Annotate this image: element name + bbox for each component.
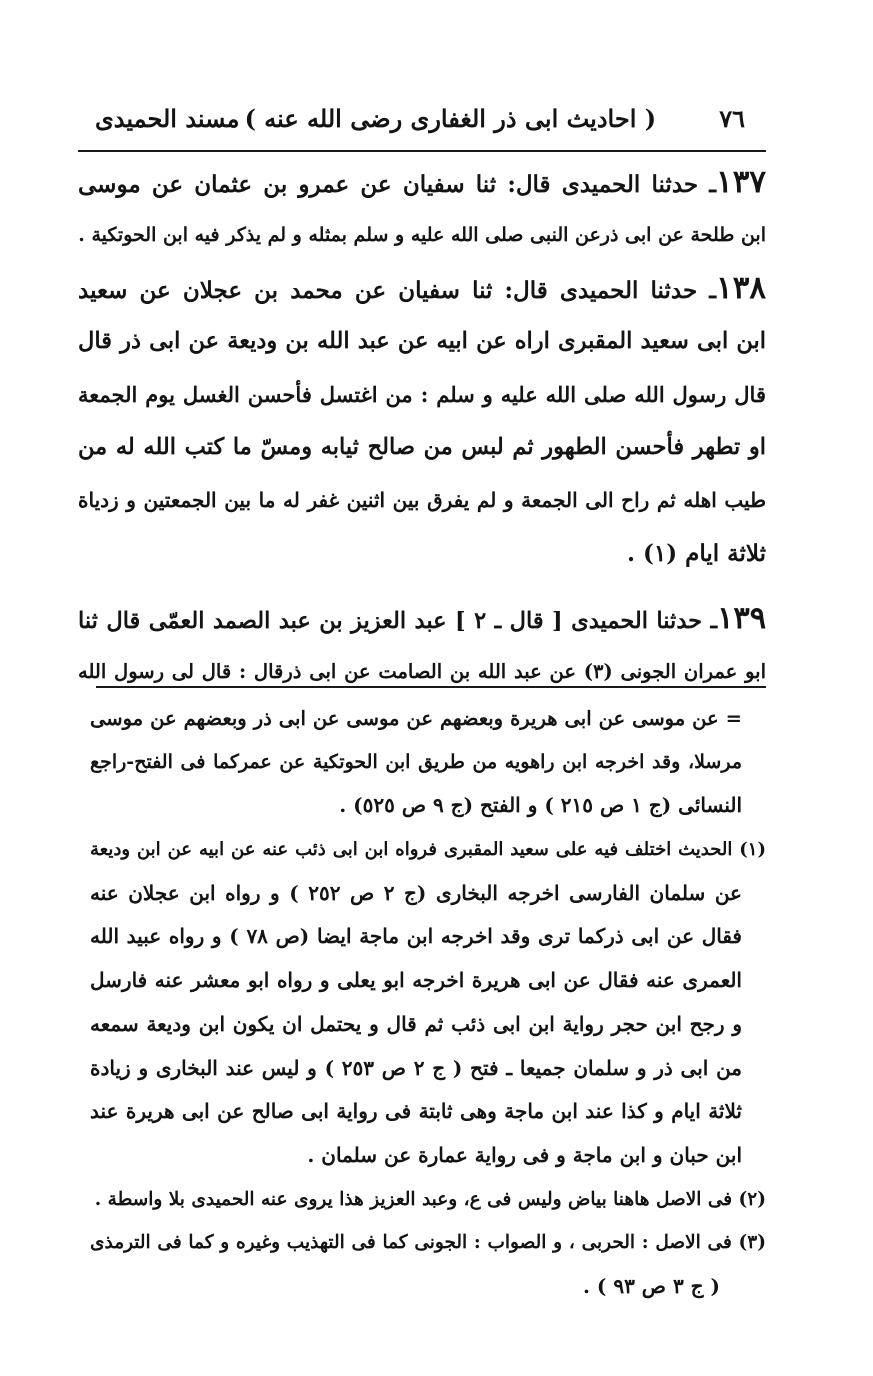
footnotes	[90, 697, 766, 1309]
hadith-137	[78, 156, 766, 262]
footnote-line: العمرى عنه فقال عن ابى هريرة اخرجه ابو يعلى و رواه ابو معشر عنه فارسل	[90, 968, 742, 993]
text-line: ابن ابى سعيد المقبرى اراه عن ابيه عن عبد الله بن وديعة عن ابى ذر قال	[78, 328, 766, 354]
footnote-line: ( ج ٣ ص ٩٣ ) .	[582, 1273, 720, 1298]
text-line: او تطهر فأحسن الطهور ثم لبس من صالح ثيابه ومسّ ما كتب الله له من	[78, 434, 766, 460]
main-text	[78, 156, 766, 698]
book-title: مسند الحميدى	[95, 103, 240, 133]
text-line: ١٣٧ـ حدثنا الحميدى قال: ثنا سفيان عن عمرو بن عثمان عن موسى	[78, 164, 766, 200]
footnote-line: فقال عن ابى ذركما ترى وقد اخرجه ابن ماجة ايضا (ص ٧٨ ) و رواه عبيد الله	[90, 924, 742, 949]
footnote-line: من ابى ذر و سلمان جميعا ـ فتح ( ج ٢ ص ٢٥٣ ) و ليس عند البخارى و زيادة	[90, 1055, 743, 1080]
footnote-rule	[96, 686, 766, 688]
header-rule	[78, 150, 766, 152]
text-line: ١٣٨ـ حدثنا الحميدى قال: ثنا سفيان عن محمد بن عجلان عن سعيد	[78, 270, 766, 306]
footnote-2	[90, 1178, 766, 1222]
hadith-number: ١٣٩	[717, 600, 766, 636]
footnote-line: (١) الحديث اختلف فيه على سعيد المقبرى فرواه ابن ابى ذئب عنه عن ابيه عن ابن وديعة	[90, 839, 766, 861]
text-line: ثلاثة ايام (١) .	[626, 540, 766, 567]
footnote-line: (٣) فى الاصل : الحربى ، و الصواب : الجونى كما فى التهذيب وغيره و كما فى الترمذى	[90, 1232, 766, 1254]
footnote-line: مرسلا، وقد اخرجه ابن راهويه من طريق ابن الحوتكية عن عمركما فى الفتح-راجع	[90, 750, 742, 773]
footnote-line: النسائى (ج ١ ص ٢١٥ ) و الفتح (ج ٩ ص ٥٢٥) .	[339, 793, 742, 818]
footnote-line: ثلاثة ايام و كذا عند ابن ماجة وهى ثابتة فى رواية ابى صالح عن ابى هريرة عند	[90, 1099, 742, 1124]
footnote-line: عن سلمان الفارسى اخرجه البخارى (ج ٢ ص ٢٥٢ ) و رواه ابن عجلان عنه	[90, 880, 742, 905]
footnote-line: و رجح ابن حجر رواية ابن ابى ذئب ثم قال و يحتمل ان يكون ابن وديعة سمعه	[90, 1011, 742, 1036]
hadith-number: ١٣٧	[716, 164, 766, 200]
footnote-line: ابن حبان و ابن ماجة و فى رواية عمارة عن سلمان .	[307, 1142, 742, 1167]
text-line: ابو عمران الجونى (٣) عن عبد الله بن الصامت عن ابى ذرقال : قال لى رسول الله	[78, 660, 766, 683]
footnote-1	[90, 828, 766, 1178]
page-number: ٧٦	[719, 103, 745, 133]
running-header	[95, 92, 745, 144]
footnote-line: (٢) فى الاصل هاهنا بياض وليس فى ع، وعبد العزيز هذا يروى عنه الحميدى بلا واسطة .	[94, 1188, 766, 1210]
text-line: ابن طلحة عن ابى ذرعن النبى صلى الله عليه و سلم بمثله و لم يذكر فيه ابن الحوتكية .	[78, 224, 766, 246]
footnote-3	[90, 1221, 766, 1308]
text-line: قال رسول الله صلى الله عليه و سلم : من اغتسل فأحسن الغسل يوم الجمعة	[78, 382, 766, 407]
text-line: ١٣٩ـ حدثنا الحميدى [ قال ـ ٢ ] عبد العزيز بن عبد الصمد العمّى قال ثنا	[78, 600, 766, 636]
hadith-number: ١٣٨	[716, 270, 766, 306]
footnote-line: = عن موسى عن ابى هريرة وبعضهم عن موسى عن ابى ذر وبعضهم عن موسى	[90, 707, 742, 730]
text-line: طيب اهله ثم راح الى الجمعة و لم يفرق بين اثنين غفر له ما بين الجمعتين و زدياة	[78, 488, 766, 512]
spacer	[78, 580, 766, 592]
chapter-title: ( احاديث ابى ذر الغفارى رضى الله عنه )	[244, 103, 657, 133]
footnote-continuation	[90, 697, 766, 828]
hadith-138	[78, 262, 766, 580]
hadith-139	[78, 592, 766, 698]
